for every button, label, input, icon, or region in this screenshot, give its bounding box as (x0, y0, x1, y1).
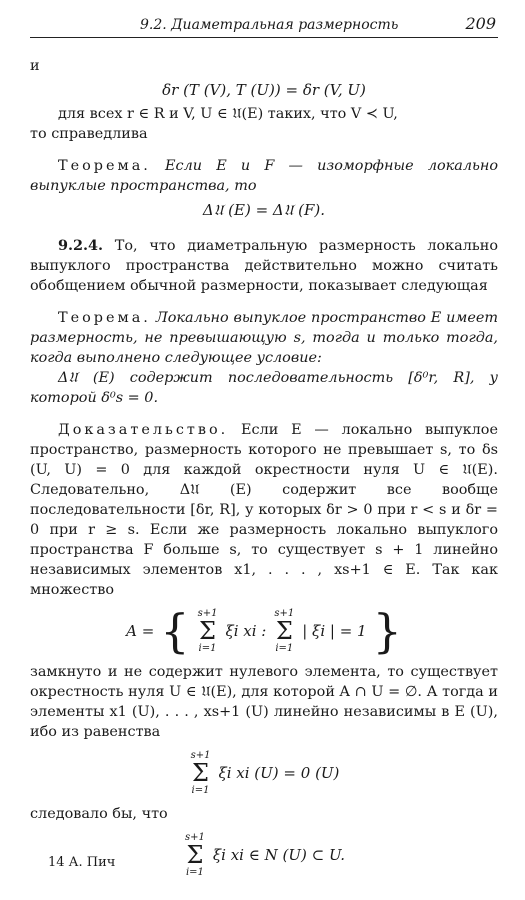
sigma-icon: Σ (275, 617, 293, 645)
proof-text: Если E — локально выпуклое пространство, размерность которого не превышает s, то δs (U, U) = 0 для каждой окрестности нуля U ∈ 𝔘(E). Следовательно, Δ𝔘 (E) содержит все вообще последовательности [δr, R], у которых δr > 0 при r < s и δr = 0 при r ≥ s. Если же размерность локально выпуклого пространства F больше s, то существует s + 1 линейно независимых элементов x1, . . . , xs+1 ∈ E. Так как множество (30, 422, 498, 598)
theorem-body: Если E и F — изоморфные локально выпуклые пространства, то (30, 158, 498, 194)
left-brace: { (160, 604, 190, 658)
section-number: 9.2.4. (58, 237, 104, 254)
eq-term: ξi xi : (225, 622, 267, 640)
sum-upper: s+1 (190, 750, 211, 761)
equation-1: δr (T (V), T (U)) = δr (V, U) (162, 81, 366, 99)
proof-paragraph (30, 420, 498, 600)
text-line: то справедлива (30, 126, 148, 142)
sum-lower: i=1 (275, 643, 294, 654)
section-paragraph (30, 236, 498, 296)
theorem-label: Теорема. (58, 158, 151, 174)
page-number: 209 (465, 14, 496, 33)
text-line: для всех r ∈ R и V, U ∈ 𝔘(E) таких, что V ≺ U, (58, 106, 398, 122)
proof-text-continued: замкнуто и не содержит нулевого элемента, то существует окрестность нуля U ∈ 𝔘(E), для которой A ∩ U = ∅. А тогда и элементы x1 (U), . . . , xs+1 (U) линейно независимы в E (U), ибо из равенства (30, 664, 498, 740)
eq-lhs: A = (126, 622, 155, 640)
sum-lower: i=1 (185, 867, 204, 878)
right-brace: } (372, 604, 402, 658)
book-page (30, 14, 498, 886)
summation (191, 750, 211, 796)
eq-term: ξi xi ∈ N (U) ⊂ U. (212, 846, 345, 864)
running-header (30, 14, 498, 38)
equation-3 (30, 604, 498, 658)
section-text: То, что диаметральную размерность локально выпуклого пространства действительно можно считать обобщением обычной размерности, показывает следующая (30, 238, 498, 294)
summation (185, 832, 205, 878)
theorem-body: Локально выпуклое пространство E имеет размерность, не превышающую s, тогда и только тогда, когда выполнено следующее условие: (30, 310, 498, 366)
text-line: и (30, 58, 40, 74)
theorem-condition: Δ𝔘 (E) содержит последовательность [δ⁰r, R], у которой δ⁰s = 0. (30, 370, 498, 406)
text-line: следовало бы, что (30, 806, 168, 822)
eq-term: | ξi | = 1 (302, 622, 367, 640)
theorem-1 (30, 156, 498, 196)
summation (274, 608, 294, 654)
sigma-icon: Σ (192, 759, 209, 787)
sum-upper: s+1 (274, 608, 295, 619)
sum-lower: i=1 (198, 643, 217, 654)
equation-4 (30, 750, 498, 796)
theorem-label: Теорема. (58, 310, 151, 326)
sigma-icon: Σ (199, 617, 216, 645)
proof-label: Доказательство. (58, 422, 229, 438)
sum-upper: s+1 (197, 608, 218, 619)
eq-term: ξi xi (U) = 0 (U) (218, 764, 340, 782)
sigma-icon: Σ (186, 841, 204, 869)
sum-lower: i=1 (191, 785, 210, 796)
theorem-2 (30, 308, 498, 368)
summation (198, 608, 218, 654)
running-title: 9.2. Диаметральная размерность (140, 17, 399, 33)
sum-upper: s+1 (185, 832, 205, 843)
signature-mark: 14 А. Пич (48, 855, 116, 870)
equation-2: Δ𝔘 (E) = Δ𝔘 (F). (202, 201, 326, 219)
